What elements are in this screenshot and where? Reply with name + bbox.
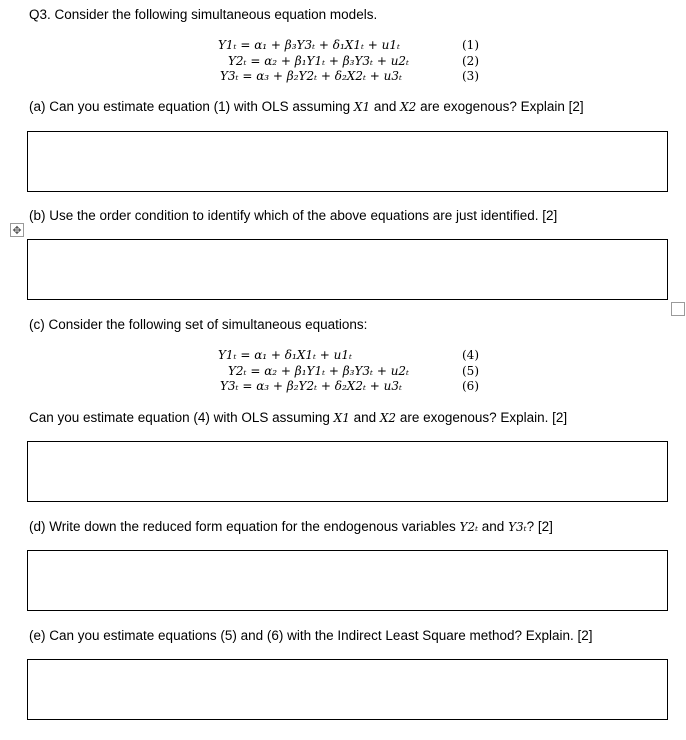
equation-2 <box>218 54 483 70</box>
equation-text: Y1ₜ = α₁ + β₃Y3ₜ + δ₁X1ₜ + u1ₜ <box>218 38 400 52</box>
math-var: X2 <box>400 100 417 114</box>
equation-text: Y3ₜ = α₃ + β₂Y2ₜ + δ₂X2ₜ + u3ₜ <box>220 69 402 83</box>
math-var: X2 <box>379 411 397 425</box>
equation-number: (4) <box>462 348 479 362</box>
answer-box-a[interactable] <box>27 131 668 192</box>
answer-box-b[interactable] <box>27 239 668 300</box>
equation-number: (2) <box>462 53 479 68</box>
equation-3 <box>218 69 483 85</box>
part-c-follow-question <box>29 410 567 425</box>
answer-box-e[interactable] <box>27 659 668 720</box>
equation-number: (5) <box>462 363 479 378</box>
table-resize-handle[interactable] <box>671 302 685 316</box>
math-var: Y2ₜ <box>459 520 479 534</box>
equation-text: Y2ₜ = α₂ + β₁Y1ₜ + β₃Y3ₜ + u2ₜ <box>228 363 410 378</box>
equation-6 <box>218 379 483 395</box>
part-d-question <box>29 519 553 534</box>
equation-system-1 <box>218 38 483 85</box>
text: ? [2] <box>526 519 553 534</box>
equation-number: (1) <box>462 38 479 52</box>
text: and <box>349 410 380 425</box>
equation-number: (3) <box>462 69 479 83</box>
math-var: X1 <box>353 100 371 114</box>
part-c-question: (c) Consider the following set of simultaneous equations: <box>29 317 368 332</box>
equation-text: Y3ₜ = α₃ + β₂Y2ₜ + δ₂X2ₜ + u3ₜ <box>220 379 402 393</box>
table-move-icon[interactable]: ✥ <box>10 223 24 237</box>
part-b-question: (b) Use the order condition to identify which of the above equations are just identified. [2] <box>29 208 558 223</box>
equation-system-2 <box>218 348 483 395</box>
equation-4 <box>218 348 483 364</box>
equation-1 <box>218 38 483 54</box>
text: are exogenous? Explain. [2] <box>396 410 568 425</box>
math-var: Y3ₜ <box>508 520 527 534</box>
text: and <box>370 99 401 114</box>
equation-text: Y1ₜ = α₁ + δ₁X1ₜ + u1ₜ <box>218 348 352 362</box>
equation-5 <box>218 364 483 380</box>
text: and <box>478 519 509 534</box>
part-e-question: (e) Can you estimate equations (5) and (6) with the Indirect Least Square method? Explain. [2] <box>29 628 593 643</box>
text: are exogenous? Explain [2] <box>416 99 584 114</box>
text: (d) Write down the reduced form equation for the endogenous variables <box>29 519 460 534</box>
equation-text: Y2ₜ = α₂ + β₁Y1ₜ + β₃Y3ₜ + u2ₜ <box>228 53 410 68</box>
answer-box-d[interactable] <box>27 550 668 611</box>
math-var: X1 <box>333 411 350 425</box>
answer-box-c[interactable] <box>27 441 668 502</box>
equation-number: (6) <box>462 379 479 393</box>
part-a-question <box>29 99 584 114</box>
text: Can you estimate equation (4) with OLS assuming <box>29 410 334 425</box>
question-title: Q3. Consider the following simultaneous equation models. <box>29 7 378 22</box>
text: (a) Can you estimate equation (1) with OLS assuming <box>29 99 354 114</box>
